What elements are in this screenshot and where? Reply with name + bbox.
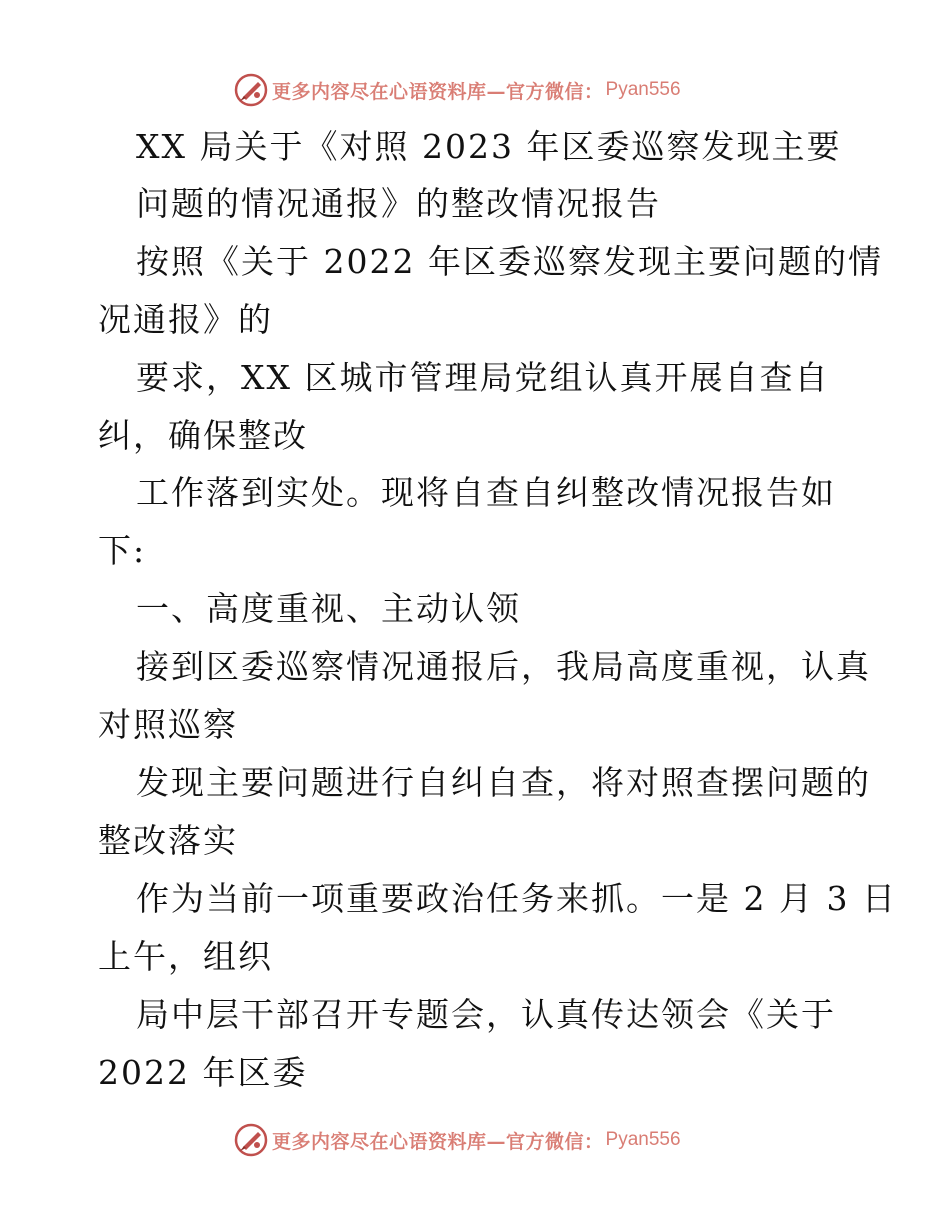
header-watermark [234, 72, 834, 108]
footer-watermark [234, 1122, 834, 1158]
body-line: 局中层干部召开专题会，认真传达领会《关于 [136, 995, 836, 1034]
body-line: 整改落实 [98, 821, 238, 860]
brand-logo-icon [234, 1123, 268, 1157]
watermark-id: Pyan556 [605, 79, 681, 100]
brand-logo-icon [234, 73, 268, 107]
body-line: 下: [98, 531, 147, 570]
title-line: 问题的情况通报》的整改情况报告 [136, 184, 661, 223]
body-line: 纠，确保整改 [98, 416, 308, 455]
body-line: 接到区委巡察情况通报后，我局高度重视，认真 [136, 647, 871, 686]
body-line: 按照《关于 2022 年区委巡察发现主要问题的情 [136, 242, 883, 281]
body-line: 发现主要问题进行自纠自查，将对照查摆问题的 [136, 763, 871, 802]
body-line: 对照巡察 [98, 705, 238, 744]
watermark-id: Pyan556 [605, 1129, 681, 1150]
watermark-text: 更多内容尽在心语资料库—官方微信： [272, 1130, 604, 1153]
body-line: 要求，XX 区城市管理局党组认真开展自查自 [136, 358, 830, 397]
section-heading: 一、高度重视、主动认领 [136, 589, 521, 628]
body-line: 作为当前一项重要政治任务来抓。一是 2 月 3 日 [136, 879, 897, 918]
title-line: XX 局关于《对照 2023 年区委巡察发现主要 [136, 127, 842, 166]
body-line: 2022 年区委 [98, 1053, 308, 1092]
body-line: 况通报》的 [98, 300, 273, 339]
watermark-text: 更多内容尽在心语资料库—官方微信： [272, 80, 604, 103]
body-line: 工作落到实处。现将自查自纠整改情况报告如 [136, 473, 836, 512]
body-line: 上午，组织 [98, 937, 273, 976]
